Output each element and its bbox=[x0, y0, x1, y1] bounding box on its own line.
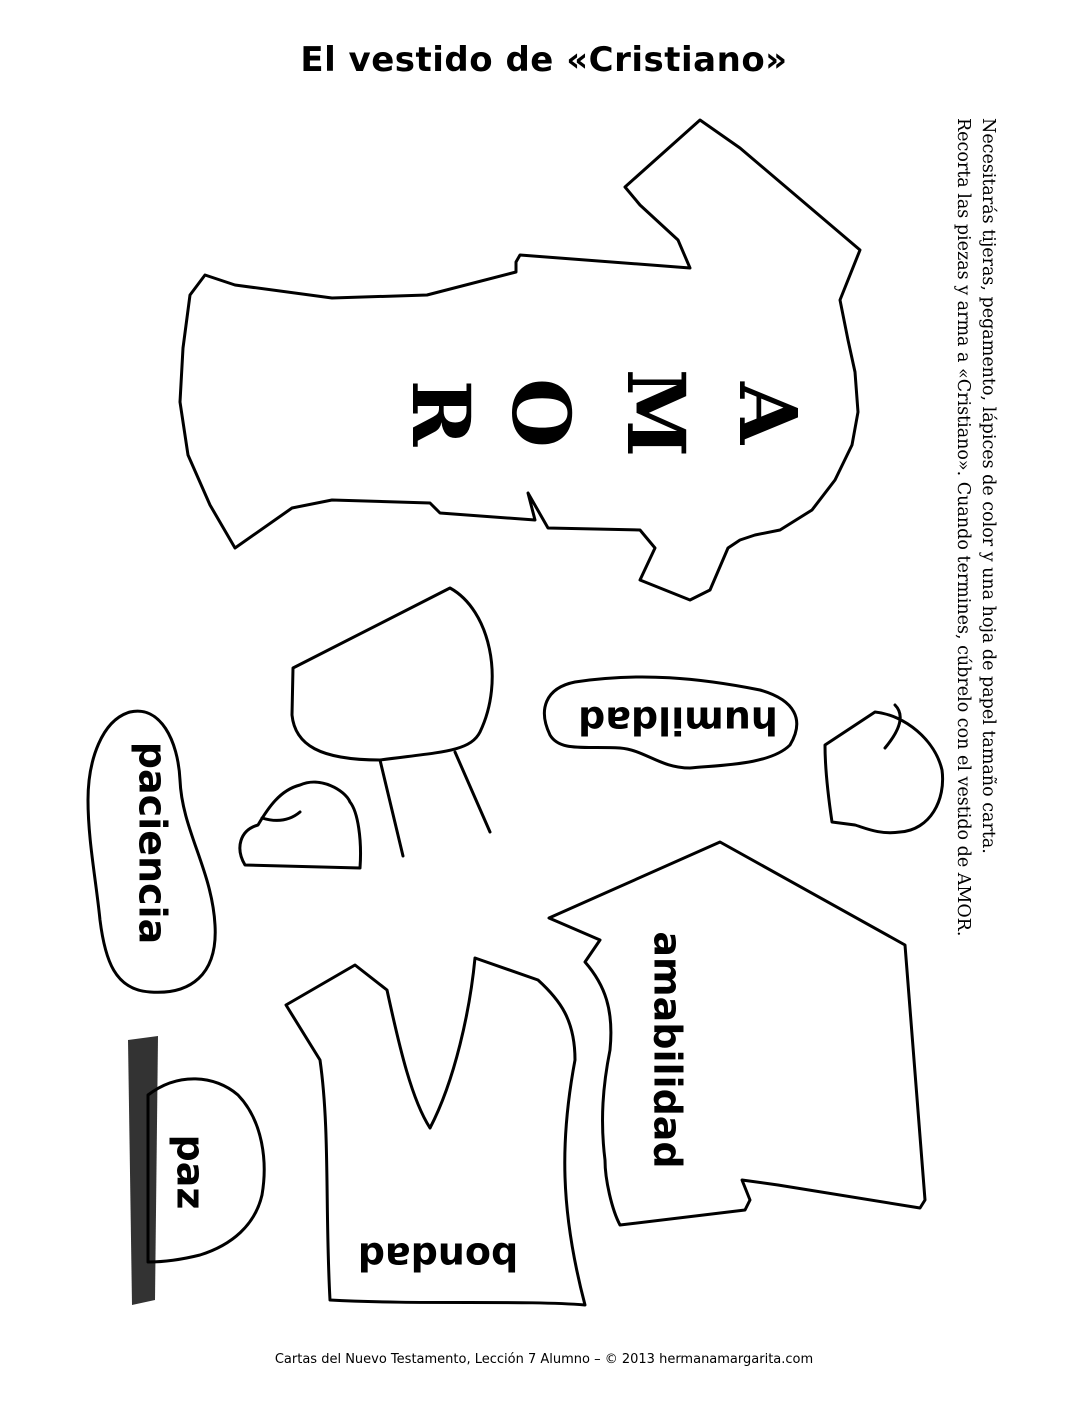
left-hand-piece bbox=[240, 782, 361, 868]
bondad-piece bbox=[286, 958, 585, 1305]
paz-piece bbox=[128, 1036, 264, 1305]
robe-letter-m: M bbox=[609, 368, 703, 458]
head-piece bbox=[292, 588, 492, 856]
paz-label: paz bbox=[168, 1134, 213, 1210]
hat-brim bbox=[128, 1036, 158, 1305]
humildad-label: humildad bbox=[578, 698, 778, 743]
robe-letter-o: O bbox=[494, 378, 588, 448]
amor-robe-piece bbox=[180, 120, 860, 600]
paciencia-label: paciencia bbox=[130, 741, 175, 945]
bondad-label: bondad bbox=[357, 1234, 519, 1279]
paciencia-piece bbox=[88, 711, 215, 992]
instructions-line-2: Recorta las piezas y arma a «Cristiano». Cuando termines, cúbrelo con el vestido de AMOR. bbox=[953, 118, 973, 937]
page-title: El vestido de «Cristiano» bbox=[300, 40, 788, 80]
robe-letter-a: A bbox=[721, 381, 815, 445]
robe-letter-r: R bbox=[394, 379, 488, 447]
amabilidad-piece bbox=[549, 842, 925, 1225]
humildad-piece bbox=[544, 677, 796, 768]
instructions-line-1: Necesitarás tijeras, pegamento, lápices de color y una hoja de papel tamaño carta. bbox=[978, 118, 998, 854]
footer-credit: Cartas del Nuevo Testamento, Lección 7 Alumno – © 2013 hermanamargarita.com bbox=[274, 1352, 814, 1367]
right-hand-piece bbox=[825, 705, 943, 833]
amabilidad-label: amabilidad bbox=[645, 931, 690, 1169]
